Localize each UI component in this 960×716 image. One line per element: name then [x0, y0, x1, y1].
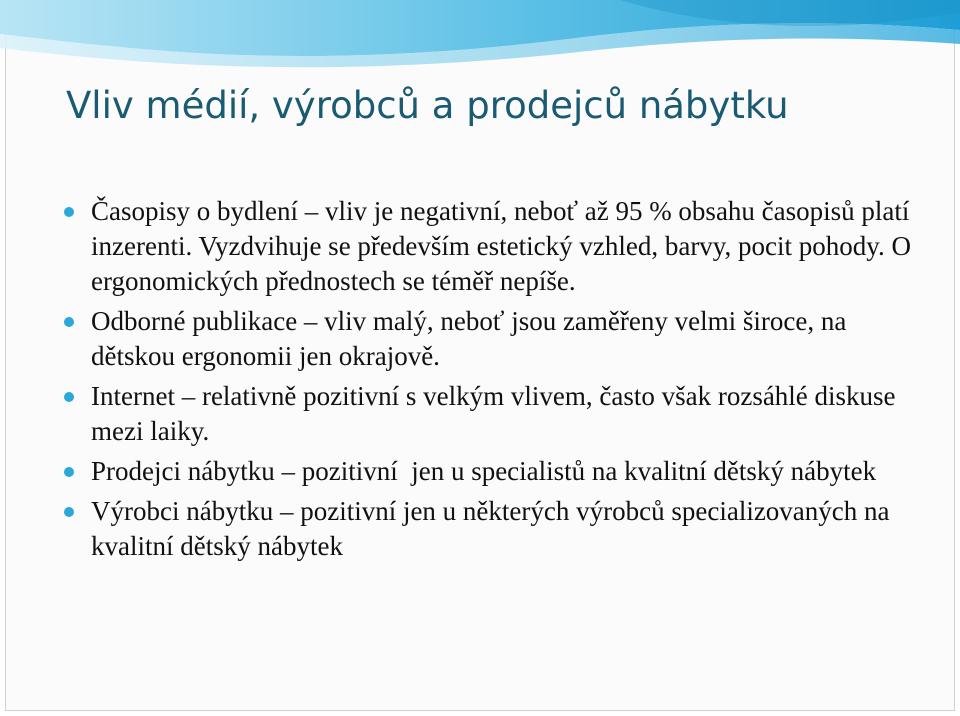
bullet-text: Odborné publikace – vliv malý, neboť jsou zaměřeny velmi široce, na dětskou ergonomii jen okrajově.	[91, 306, 854, 371]
bullet-item	[91, 494, 921, 564]
bullet-text: Časopisy o bydlení – vliv je negativní, neboť až 95 % obsahu časopisů platí inzerenti. Vyzdvihuje se především estetický vzhled, barvy, pocit pohody. O ergonomických přednostech se téměř nepíše.	[91, 196, 918, 296]
bullet-text: Internet – relativně pozitivní s velkým vlivem, často však rozsáhlé diskuse mezi laiky.	[91, 381, 903, 446]
bullet-item	[91, 379, 921, 449]
bullet-item	[91, 194, 921, 299]
bullet-item	[91, 454, 921, 489]
bullet-list	[91, 194, 921, 564]
slide-title: Vliv médií, výrobců a prodejců nábytku	[66, 84, 789, 127]
bullet-item	[91, 304, 921, 374]
decorative-banner	[0, 0, 960, 70]
bullet-text: Prodejci nábytku – pozitivní jen u specialistů na kvalitní dětský nábytek	[91, 456, 877, 486]
bullet-text: Výrobci nábytku – pozitivní jen u některých výrobců specializovaných na kvalitní dětský nábytek	[91, 496, 904, 561]
